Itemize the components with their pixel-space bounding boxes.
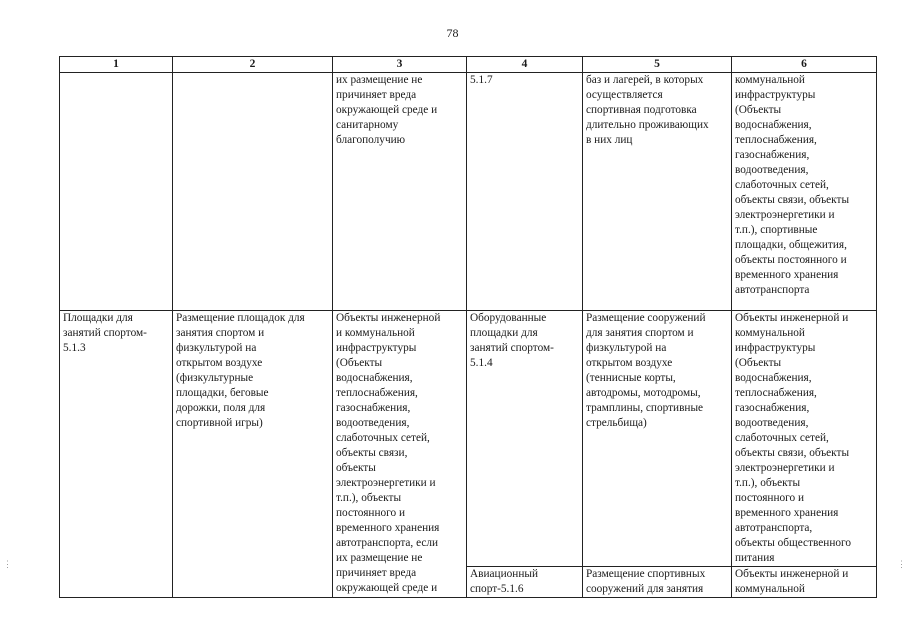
- cell-conditional-auxiliary-use: коммунальной инфраструктуры (Объекты водоснабжения, теплоснабжения, газоснабжения, водоотведения, слаботочных сетей, объекты связи, объекты электроэнергетики и т.п.), спортивные площадки, общежития, объекты постоянного и временного хранения автотранспорта: [732, 73, 877, 311]
- cell-conditional-use: 5.1.7: [467, 73, 583, 311]
- page-number: 78: [446, 26, 459, 40]
- cell-conditional-use-description: Размещение сооружений для занятия спортом и физкультурой на открытом воздухе (теннисные корты, автодромы, мотодромы, трамплины, спортивные стрельбища): [583, 311, 732, 567]
- cell-auxiliary-use: Объекты инженерной и коммунальной инфраструктуры (Объекты водоснабжения, теплоснабжения, газоснабжения, водоотведения, слаботочных сетей, объекты связи, объекты электроэнергетики и т.п.), объекты постоянного и временного хранения автотранспорта, если их размещение не причиняет вреда окружающей среде и: [333, 311, 467, 598]
- cell-main-use-description: [173, 73, 333, 311]
- land-use-table: [59, 56, 877, 598]
- scan-edge-mark-right: ⋮: [897, 559, 906, 569]
- cell-conditional-use: Оборудованные площадки для занятий спортом- 5.1.4: [467, 311, 583, 567]
- scan-edge-mark-left: ⋮: [3, 559, 12, 569]
- header-col-1: 1: [60, 57, 173, 73]
- cell-main-use: [60, 73, 173, 311]
- cell-conditional-auxiliary-use: Объекты инженерной и коммунальной инфраструктуры (Объекты водоснабжения, теплоснабжения, газоснабжения, водоотведения, слаботочных сетей, объекты связи, объекты электроэнергетики и т.п.), объекты постоянного и временного хранения автотранспорта, объекты общественного питания: [732, 311, 877, 567]
- header-row: [60, 57, 877, 73]
- header-col-4: 4: [467, 57, 583, 73]
- header-col-6: 6: [732, 57, 877, 73]
- cell-main-use: Площадки для занятий спортом- 5.1.3: [60, 311, 173, 598]
- table-row: [60, 311, 877, 567]
- cell-auxiliary-use: их размещение не причиняет вреда окружающей среде и санитарному благополучию: [333, 73, 467, 311]
- cell-main-use-description: Размещение площадок для занятия спортом и физкультурой на открытом воздухе (физкультурные площадки, беговые дорожки, поля для спортивной игры): [173, 311, 333, 598]
- header-col-3: 3: [333, 57, 467, 73]
- header-col-2: 2: [173, 57, 333, 73]
- cell-conditional-use-description: баз и лагерей, в которых осуществляется спортивная подготовка длительно проживающих в них лиц: [583, 73, 732, 311]
- cell-conditional-use: Авиационный спорт-5.1.6: [467, 567, 583, 598]
- header-col-5: 5: [583, 57, 732, 73]
- cell-conditional-use-description: Размещение спортивных сооружений для занятия: [583, 567, 732, 598]
- cell-conditional-auxiliary-use: Объекты инженерной и коммунальной: [732, 567, 877, 598]
- table-row: [60, 73, 877, 311]
